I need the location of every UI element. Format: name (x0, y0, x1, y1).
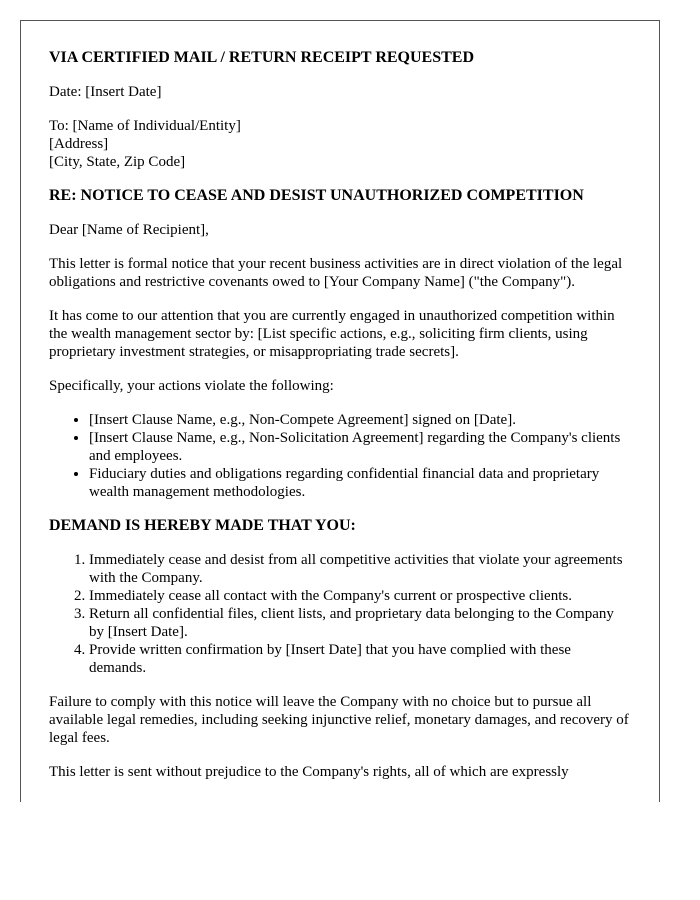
specifically-paragraph: Specifically, your actions violate the following: (49, 378, 334, 394)
mail-header: VIA CERTIFIED MAIL / RETURN RECEIPT REQUESTED (49, 49, 475, 66)
recipient-address-block (49, 117, 631, 171)
list-item: 1. Immediately cease and desist from all competitive activities that violate your agreements with the Company. (89, 551, 631, 587)
list-item: 4. Provide written confirmation by [Insert Date] that you have complied with these demands. (89, 641, 631, 677)
recipient-address-line: [Address] (49, 136, 109, 152)
date-line: Date: [Insert Date] (49, 84, 162, 100)
failure-paragraph: Failure to comply with this notice will leave the Company with no choice but to pursue all available legal remedies, including seeking injunctive relief, monetary damages, and recovery of legal fees. (49, 694, 629, 746)
re-line: RE: NOTICE TO CEASE AND DESIST UNAUTHORIZED COMPETITION (49, 187, 584, 204)
prejudice-paragraph: This letter is sent without prejudice to the Company's rights, all of which are expressly (49, 764, 569, 780)
recipient-city-line: [City, State, Zip Code] (49, 154, 186, 170)
recipient-name-line: To: [Name of Individual/Entity] (49, 118, 241, 134)
attention-paragraph: It has come to our attention that you are currently engaged in unauthorized competition within the wealth management sector by: [List specific actions, e.g., soliciting firm clients, using proprietary investment strategies, or misappropriating trade secrets]. (49, 308, 615, 360)
list-item: • [Insert Clause Name, e.g., Non-Compete Agreement] signed on [Date]. (89, 411, 631, 429)
demand-heading: DEMAND IS HEREBY MADE THAT YOU: (49, 517, 356, 534)
list-item: 3. Return all confidential files, client lists, and proprietary data belonging to the Company by [Insert Date]. (89, 605, 631, 641)
letter-page (20, 20, 660, 802)
salutation: Dear [Name of Recipient], (49, 222, 209, 238)
letter-body (21, 21, 659, 781)
list-item: 2. Immediately cease all contact with the Company's current or prospective clients. (89, 587, 631, 605)
list-item: • [Insert Clause Name, e.g., Non-Solicitation Agreement] regarding the Company's clients and employees. (89, 429, 631, 465)
list-item: • Fiduciary duties and obligations regarding confidential financial data and proprietary wealth management methodologies. (89, 465, 631, 501)
intro-paragraph: This letter is formal notice that your recent business activities are in direct violation of the legal obligations and restrictive covenants owed to [Your Company Name] ("the Company"). (49, 256, 623, 290)
violations-list (49, 411, 631, 501)
demands-list (49, 551, 631, 677)
